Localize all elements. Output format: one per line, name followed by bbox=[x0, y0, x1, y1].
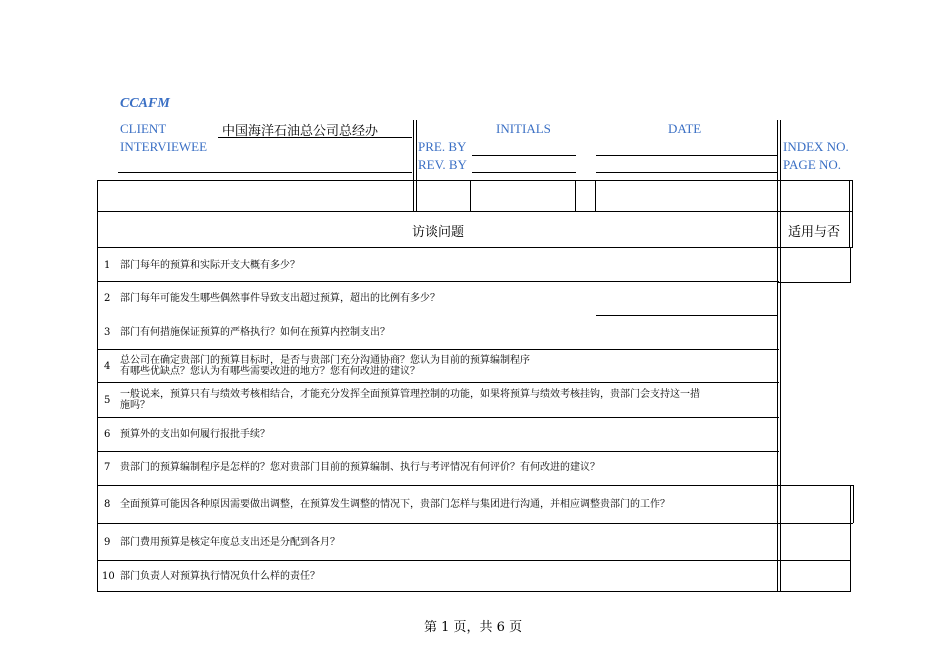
rev-by-label: REV. BY bbox=[418, 157, 467, 172]
blank-row-bottom bbox=[97, 211, 853, 212]
client-label: CLIENT bbox=[120, 121, 167, 136]
question-number-10: 10 bbox=[102, 571, 115, 582]
applicable-column-header: 适用与否 bbox=[788, 225, 841, 240]
question-text-8: 全面预算可能因各种原因需要做出调整，在预算发生调整的情况下，贵部门怎样与集团进行沟通，并相应调整贵部门的工作？ bbox=[120, 499, 670, 510]
date-label: DATE bbox=[668, 121, 702, 136]
question-text-6: 预算外的支出如何履行报批手续？ bbox=[120, 429, 270, 440]
row-3-bottom bbox=[97, 349, 779, 350]
q1-answer-border bbox=[850, 247, 851, 282]
header-row-bottom bbox=[97, 247, 853, 248]
blank-row-divider-1 bbox=[470, 180, 471, 212]
question-number-5: 5 bbox=[104, 395, 111, 406]
client-value: 中国海洋石油总公司总经办 bbox=[222, 124, 379, 139]
question-text-7: 贵部门的预算编制程序是怎样的？您对贵部门目前的预算编制、执行与考评情况有何评价？有何改进的建议？ bbox=[120, 462, 600, 473]
table-top-border bbox=[97, 180, 853, 181]
question-text-4-line-1: 总公司在确定贵部门的预算目标时，是否与贵部门充分沟通协商？您认为目前的预算编制程序 bbox=[120, 355, 530, 366]
question-number-4: 4 bbox=[104, 361, 111, 372]
table-left-border bbox=[97, 180, 98, 247]
table-right-border-a bbox=[849, 180, 850, 247]
page-footer: 第 1 页，共 6 页 bbox=[424, 620, 523, 635]
question-text-5-line-1: 一般说来，预算只有与绩效考核相结合，才能充分发挥全面预算管理控制的功能，如果将预算与绩效考核挂钩，贵部门会支持这一措 bbox=[120, 389, 700, 400]
initials-rev-line bbox=[472, 172, 576, 173]
question-number-9: 9 bbox=[104, 537, 111, 548]
question-text-4-line-2: 有哪些优缺点？您认为有哪些需要改进的地方？您有何改进的建议？ bbox=[120, 366, 420, 377]
row-1-bottom bbox=[97, 281, 779, 282]
initials-pre-line bbox=[472, 155, 576, 156]
question-number-3: 3 bbox=[104, 327, 111, 338]
divider-left-b bbox=[416, 120, 417, 212]
divider-right-a bbox=[777, 120, 778, 592]
date-pre-line bbox=[596, 155, 778, 156]
row-10-bottom bbox=[97, 591, 851, 592]
question-number-6: 6 bbox=[104, 429, 111, 440]
q9-answer-border bbox=[850, 523, 851, 592]
table-right-border-b bbox=[852, 180, 853, 247]
row-7-bottom bbox=[97, 485, 853, 486]
index-no-label: INDEX NO. bbox=[783, 139, 849, 154]
question-number-2: 2 bbox=[104, 293, 111, 304]
row-9-bottom bbox=[97, 560, 851, 561]
question-number-1: 1 bbox=[104, 260, 111, 271]
question-text-5-line-2: 施吗？ bbox=[120, 400, 150, 411]
page-no-label: PAGE NO. bbox=[783, 157, 842, 172]
divider-left-a bbox=[413, 120, 414, 212]
pre-by-label: PRE. BY bbox=[418, 139, 467, 154]
date-rev-line bbox=[596, 172, 778, 173]
row-5-bottom bbox=[97, 417, 779, 418]
interviewee-underline bbox=[118, 172, 412, 173]
client-underline bbox=[218, 137, 412, 138]
row-8-bottom bbox=[97, 523, 853, 524]
question-text-3: 部门有何措施保证预算的严格执行？如何在预算内控制支出？ bbox=[120, 327, 390, 338]
row-4-bottom bbox=[97, 382, 779, 383]
initials-label: INITIALS bbox=[496, 121, 551, 136]
divider-right-b bbox=[780, 120, 781, 592]
row-2-bottom bbox=[596, 315, 778, 316]
rows-left-border bbox=[97, 247, 98, 592]
blank-row-divider-3 bbox=[595, 180, 596, 212]
row-1-answer-bottom bbox=[778, 282, 851, 283]
question-number-8: 8 bbox=[104, 499, 111, 510]
question-text-1: 部门每年的预算和实际开支大概有多少？ bbox=[120, 260, 300, 271]
question-text-2: 部门每年可能发生哪些偶然事件导致支出超过预算，超出的比例有多少？ bbox=[120, 293, 440, 304]
question-column-header: 访谈问题 bbox=[412, 225, 465, 240]
q8-answer-border-b bbox=[853, 485, 854, 523]
company-logo: CCAFM bbox=[120, 96, 170, 111]
q8-answer-border-a bbox=[850, 485, 851, 523]
row-6-bottom bbox=[97, 451, 779, 452]
question-text-10: 部门负责人对预算执行情况负什么样的责任？ bbox=[120, 571, 320, 582]
interviewee-label: INTERVIEWEE bbox=[120, 139, 208, 154]
question-text-9: 部门费用预算是核定年度总支出还是分配到各月？ bbox=[120, 537, 340, 548]
question-number-7: 7 bbox=[104, 462, 111, 473]
blank-row-divider-2 bbox=[575, 180, 576, 212]
